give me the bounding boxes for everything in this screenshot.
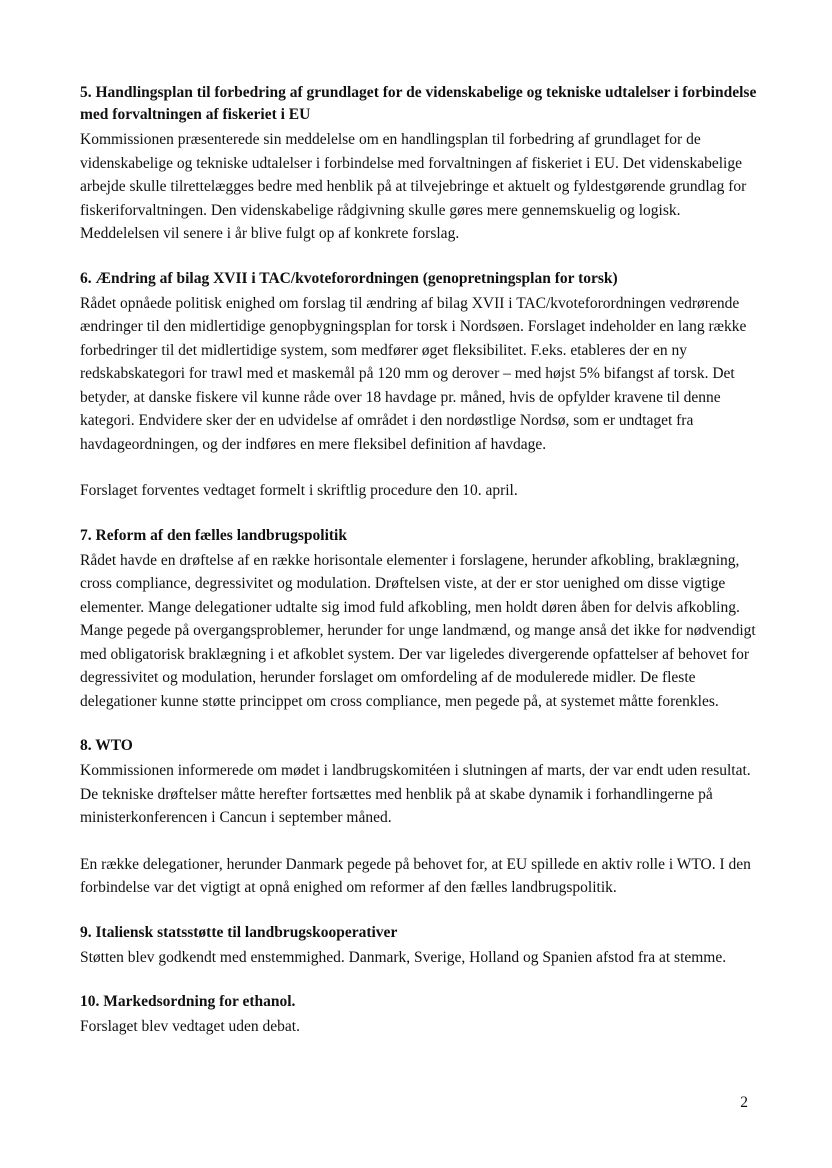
section-6 <box>80 268 760 503</box>
section-paragraph: Rådet opnåede politisk enighed om forslag til ændring af bilag XVII i TAC/kvoteforordningen vedrørende ændringer til den midlertidige genopbygningsplan for torsk i Nordsøen. Forslaget indeholder en lang række forbedringer til det midlertidige system, som medfører øget fleksibilitet. F.eks. etableres der en ny redskabskategori for trawl med et maskemål på 120 mm og derover – med højst 5% bifangst af torsk. Det betyder, at danske fiskere vil kunne råde over 18 havdage pr. måned, hvis de opfylder kravene til denne kategori. Endvidere sker der en udvidelse af området i den nordøstlige Nordsø, som er undtaget fra havdageordningen, og der indføres en mere fleksibel definition af havdage. <box>80 294 747 453</box>
document-body <box>80 82 760 1061</box>
section-paragraph: Forslaget blev vedtaget uden debat. <box>80 1018 300 1035</box>
section-heading: 10. Markedsordning for ethanol. <box>80 993 296 1010</box>
section-heading: 5. Handlingsplan til forbedring af grundlaget for de videnskabelige og tekniske udtalelser i forbindelse med forvaltningen af fiskeriet i EU <box>80 84 757 123</box>
section-paragraph: Støtten blev godkendt med enstemmighed. Danmark, Sverige, Holland og Spanien afstod fra at stemme. <box>80 948 727 966</box>
section-paragraph: Rådet havde en drøftelse af en række horisontale elementer i forslagene, herunder afkobling, braklægning, cross compliance, degressivitet og modulation. Drøftelsen viste, at der er stor uenighed om disse vigtige elementer. Mange delegationer udtalte sig imod fuld afkobling, men holdt døren åben for delvis afkobling. Mange pegede på overgangsproblemer, herunder for unge landmænd, og mange anså det ikke for nødvendigt med obligatorisk braklægning i et afkoblet system. Der var ligeledes divergerende opfattelser af behovet for degressivitet og modulation, herunder forslaget om omfordeling af de modulerede midler. De fleste delegationer kunne støtte princippet om cross compliance, men pegede på, at systemet måtte forenkles. <box>80 551 756 710</box>
section-7 <box>80 525 760 714</box>
section-heading: 8. WTO <box>80 737 133 754</box>
section-10 <box>80 991 760 1039</box>
section-paragraph: Kommissionen informerede om mødet i landbrugskomitéen i slutningen af marts, der var endt uden resultat. De tekniske drøftelser måtte herefter fortsættes med henblik på at skabe dynamik i forhandlingerne på ministerkonferencen i Cancun i september måned. <box>80 762 751 826</box>
section-paragraph: Forslaget forventes vedtaget formelt i skriftlig procedure den 10. april. <box>80 482 518 499</box>
page-number: 2 <box>740 1094 748 1111</box>
section-5 <box>80 82 760 246</box>
section-heading: 7. Reform af den fælles landbrugspolitik <box>80 526 347 544</box>
section-paragraph: En række delegationer, herunder Danmark pegede på behovet for, at EU spillede en aktiv rolle i WTO. I den forbindelse var det vigtigt at opnå enighed om reformer af den fælles landbrugspolitik. <box>80 855 751 896</box>
section-paragraph: Kommissionen præsenterede sin meddelelse om en handlingsplan til forbedring af grundlaget for de videnskabelige og tekniske udtalelser i forbindelse med forvaltningen af fiskeriet i EU. Det videnskabelige arbejde skulle tilrettelægges bedre med henblik på at tilvejebringe et aktuelt og fyldestgørende grundlag for fiskeriforvaltningen. Den videnskabelige rådgivning skulle gøres mere gennemskuelig og logisk. Meddelelsen vil senere i år blive fulgt op af konkrete forslag. <box>80 131 747 242</box>
section-heading: 6. Ændring af bilag XVII i TAC/kvoteforordningen (genopretningsplan for torsk) <box>80 269 618 287</box>
section-9 <box>80 922 760 970</box>
section-heading: 9. Italiensk statsstøtte til landbrugskooperativer <box>80 923 398 941</box>
section-8 <box>80 735 760 900</box>
